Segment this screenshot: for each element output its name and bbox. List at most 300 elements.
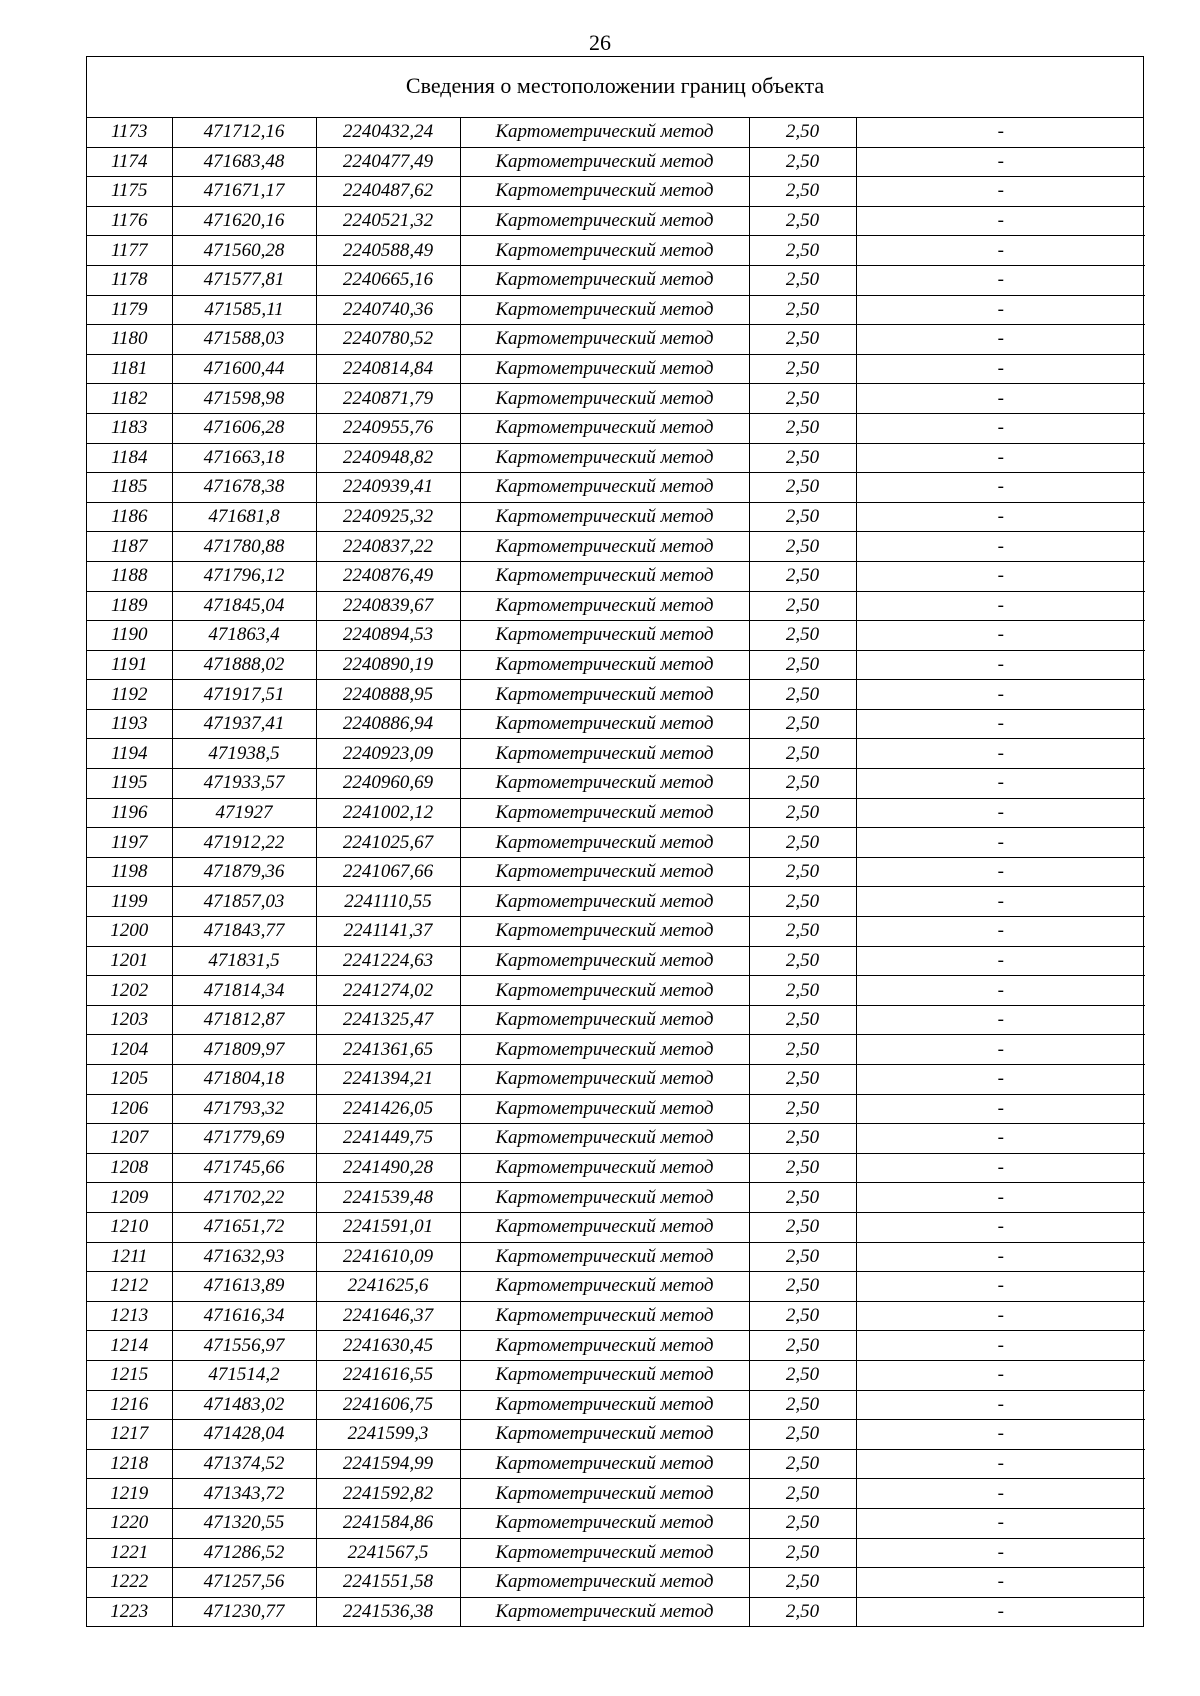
note-cell: - xyxy=(856,177,1145,207)
x-coordinate-cell: 471428,04 xyxy=(172,1420,316,1450)
table-row xyxy=(87,1597,1145,1626)
x-coordinate-cell: 471257,56 xyxy=(172,1568,316,1598)
point-number-cell: 1207 xyxy=(87,1124,172,1154)
accuracy-cell: 2,50 xyxy=(749,473,856,503)
table-row xyxy=(87,1035,1145,1065)
method-cell: Картометрический метод xyxy=(460,413,749,443)
note-cell: - xyxy=(856,265,1145,295)
point-number-cell: 1223 xyxy=(87,1597,172,1626)
x-coordinate-cell: 471814,34 xyxy=(172,976,316,1006)
x-coordinate-cell: 471678,38 xyxy=(172,473,316,503)
table-row xyxy=(87,1479,1145,1509)
note-cell: - xyxy=(856,1153,1145,1183)
table-row xyxy=(87,709,1145,739)
note-cell: - xyxy=(856,680,1145,710)
accuracy-cell: 2,50 xyxy=(749,325,856,355)
accuracy-cell: 2,50 xyxy=(749,709,856,739)
note-cell: - xyxy=(856,1183,1145,1213)
table-row xyxy=(87,236,1145,266)
y-coordinate-cell: 2240890,19 xyxy=(316,650,460,680)
y-coordinate-cell: 2240955,76 xyxy=(316,413,460,443)
accuracy-cell: 2,50 xyxy=(749,177,856,207)
note-cell: - xyxy=(856,502,1145,532)
point-number-cell: 1182 xyxy=(87,384,172,414)
x-coordinate-cell: 471812,87 xyxy=(172,1005,316,1035)
accuracy-cell: 2,50 xyxy=(749,1479,856,1509)
table-row xyxy=(87,502,1145,532)
table-row xyxy=(87,1420,1145,1450)
table-row xyxy=(87,473,1145,503)
method-cell: Картометрический метод xyxy=(460,1390,749,1420)
note-cell: - xyxy=(856,1212,1145,1242)
method-cell: Картометрический метод xyxy=(460,1035,749,1065)
x-coordinate-cell: 471779,69 xyxy=(172,1124,316,1154)
accuracy-cell: 2,50 xyxy=(749,443,856,473)
x-coordinate-cell: 471912,22 xyxy=(172,828,316,858)
table-row xyxy=(87,887,1145,917)
point-number-cell: 1218 xyxy=(87,1449,172,1479)
method-cell: Картометрический метод xyxy=(460,1212,749,1242)
y-coordinate-cell: 2241067,66 xyxy=(316,857,460,887)
accuracy-cell: 2,50 xyxy=(749,1094,856,1124)
note-cell: - xyxy=(856,354,1145,384)
table-row xyxy=(87,177,1145,207)
point-number-cell: 1174 xyxy=(87,147,172,177)
method-cell: Картометрический метод xyxy=(460,532,749,562)
table-row xyxy=(87,769,1145,799)
point-number-cell: 1191 xyxy=(87,650,172,680)
note-cell: - xyxy=(856,828,1145,858)
table-row xyxy=(87,1449,1145,1479)
x-coordinate-cell: 471663,18 xyxy=(172,443,316,473)
point-number-cell: 1217 xyxy=(87,1420,172,1450)
y-coordinate-cell: 2241610,09 xyxy=(316,1242,460,1272)
table-row xyxy=(87,798,1145,828)
method-cell: Картометрический метод xyxy=(460,1065,749,1095)
method-cell: Картометрический метод xyxy=(460,1242,749,1272)
point-number-cell: 1197 xyxy=(87,828,172,858)
x-coordinate-cell: 471600,44 xyxy=(172,354,316,384)
y-coordinate-cell: 2240923,09 xyxy=(316,739,460,769)
table-row xyxy=(87,739,1145,769)
table-row xyxy=(87,325,1145,355)
point-number-cell: 1200 xyxy=(87,917,172,947)
table-row xyxy=(87,828,1145,858)
method-cell: Картометрический метод xyxy=(460,769,749,799)
x-coordinate-cell: 471809,97 xyxy=(172,1035,316,1065)
note-cell: - xyxy=(856,473,1145,503)
y-coordinate-cell: 2241539,48 xyxy=(316,1183,460,1213)
accuracy-cell: 2,50 xyxy=(749,1065,856,1095)
point-number-cell: 1175 xyxy=(87,177,172,207)
point-number-cell: 1212 xyxy=(87,1272,172,1302)
x-coordinate-cell: 471780,88 xyxy=(172,532,316,562)
note-cell: - xyxy=(856,1508,1145,1538)
point-number-cell: 1196 xyxy=(87,798,172,828)
method-cell: Картометрический метод xyxy=(460,1508,749,1538)
accuracy-cell: 2,50 xyxy=(749,236,856,266)
note-cell: - xyxy=(856,325,1145,355)
accuracy-cell: 2,50 xyxy=(749,1597,856,1626)
x-coordinate-cell: 471831,5 xyxy=(172,946,316,976)
point-number-cell: 1192 xyxy=(87,680,172,710)
note-cell: - xyxy=(856,1597,1145,1626)
x-coordinate-cell: 471796,12 xyxy=(172,561,316,591)
table-row xyxy=(87,443,1145,473)
boundary-coordinates-table xyxy=(87,118,1145,1626)
point-number-cell: 1208 xyxy=(87,1153,172,1183)
method-cell: Картометрический метод xyxy=(460,147,749,177)
table-row xyxy=(87,621,1145,651)
accuracy-cell: 2,50 xyxy=(749,532,856,562)
method-cell: Картометрический метод xyxy=(460,739,749,769)
method-cell: Картометрический метод xyxy=(460,1272,749,1302)
table-row xyxy=(87,591,1145,621)
table-row xyxy=(87,1242,1145,1272)
x-coordinate-cell: 471879,36 xyxy=(172,857,316,887)
point-number-cell: 1216 xyxy=(87,1390,172,1420)
note-cell: - xyxy=(856,1035,1145,1065)
method-cell: Картометрический метод xyxy=(460,798,749,828)
accuracy-cell: 2,50 xyxy=(749,621,856,651)
x-coordinate-cell: 471577,81 xyxy=(172,265,316,295)
method-cell: Картометрический метод xyxy=(460,591,749,621)
method-cell: Картометрический метод xyxy=(460,1449,749,1479)
method-cell: Картометрический метод xyxy=(460,206,749,236)
point-number-cell: 1204 xyxy=(87,1035,172,1065)
method-cell: Картометрический метод xyxy=(460,265,749,295)
method-cell: Картометрический метод xyxy=(460,354,749,384)
point-number-cell: 1190 xyxy=(87,621,172,651)
point-number-cell: 1206 xyxy=(87,1094,172,1124)
table-row xyxy=(87,206,1145,236)
method-cell: Картометрический метод xyxy=(460,1538,749,1568)
accuracy-cell: 2,50 xyxy=(749,1183,856,1213)
point-number-cell: 1215 xyxy=(87,1360,172,1390)
x-coordinate-cell: 471343,72 xyxy=(172,1479,316,1509)
point-number-cell: 1195 xyxy=(87,769,172,799)
point-number-cell: 1181 xyxy=(87,354,172,384)
y-coordinate-cell: 2241584,86 xyxy=(316,1508,460,1538)
accuracy-cell: 2,50 xyxy=(749,1242,856,1272)
x-coordinate-cell: 471483,02 xyxy=(172,1390,316,1420)
table-row xyxy=(87,413,1145,443)
method-cell: Картометрический метод xyxy=(460,118,749,147)
table-row xyxy=(87,1005,1145,1035)
accuracy-cell: 2,50 xyxy=(749,1301,856,1331)
note-cell: - xyxy=(856,295,1145,325)
accuracy-cell: 2,50 xyxy=(749,857,856,887)
point-number-cell: 1184 xyxy=(87,443,172,473)
accuracy-cell: 2,50 xyxy=(749,1420,856,1450)
x-coordinate-cell: 471606,28 xyxy=(172,413,316,443)
method-cell: Картометрический метод xyxy=(460,887,749,917)
method-cell: Картометрический метод xyxy=(460,502,749,532)
note-cell: - xyxy=(856,1065,1145,1095)
method-cell: Картометрический метод xyxy=(460,917,749,947)
table-row xyxy=(87,1390,1145,1420)
x-coordinate-cell: 471556,97 xyxy=(172,1331,316,1361)
y-coordinate-cell: 2240948,82 xyxy=(316,443,460,473)
y-coordinate-cell: 2240814,84 xyxy=(316,354,460,384)
x-coordinate-cell: 471585,11 xyxy=(172,295,316,325)
accuracy-cell: 2,50 xyxy=(749,1449,856,1479)
y-coordinate-cell: 2241490,28 xyxy=(316,1153,460,1183)
y-coordinate-cell: 2240888,95 xyxy=(316,680,460,710)
table-row xyxy=(87,917,1145,947)
method-cell: Картометрический метод xyxy=(460,1124,749,1154)
x-coordinate-cell: 471620,16 xyxy=(172,206,316,236)
method-cell: Картометрический метод xyxy=(460,1360,749,1390)
x-coordinate-cell: 471286,52 xyxy=(172,1538,316,1568)
accuracy-cell: 2,50 xyxy=(749,413,856,443)
table-row xyxy=(87,680,1145,710)
x-coordinate-cell: 471560,28 xyxy=(172,236,316,266)
x-coordinate-cell: 471374,52 xyxy=(172,1449,316,1479)
point-number-cell: 1177 xyxy=(87,236,172,266)
table-row xyxy=(87,532,1145,562)
y-coordinate-cell: 2240521,32 xyxy=(316,206,460,236)
accuracy-cell: 2,50 xyxy=(749,354,856,384)
note-cell: - xyxy=(856,857,1145,887)
x-coordinate-cell: 471843,77 xyxy=(172,917,316,947)
x-coordinate-cell: 471857,03 xyxy=(172,887,316,917)
table-row xyxy=(87,857,1145,887)
y-coordinate-cell: 2240477,49 xyxy=(316,147,460,177)
method-cell: Картометрический метод xyxy=(460,236,749,266)
method-cell: Картометрический метод xyxy=(460,1153,749,1183)
y-coordinate-cell: 2241325,47 xyxy=(316,1005,460,1035)
accuracy-cell: 2,50 xyxy=(749,1390,856,1420)
accuracy-cell: 2,50 xyxy=(749,976,856,1006)
method-cell: Картометрический метод xyxy=(460,1183,749,1213)
y-coordinate-cell: 2241536,38 xyxy=(316,1597,460,1626)
note-cell: - xyxy=(856,1272,1145,1302)
table-row xyxy=(87,384,1145,414)
x-coordinate-cell: 471888,02 xyxy=(172,650,316,680)
method-cell: Картометрический метод xyxy=(460,561,749,591)
note-cell: - xyxy=(856,917,1145,947)
point-number-cell: 1193 xyxy=(87,709,172,739)
method-cell: Картометрический метод xyxy=(460,680,749,710)
x-coordinate-cell: 471927 xyxy=(172,798,316,828)
x-coordinate-cell: 471938,5 xyxy=(172,739,316,769)
note-cell: - xyxy=(856,1479,1145,1509)
y-coordinate-cell: 2240487,62 xyxy=(316,177,460,207)
y-coordinate-cell: 2241394,21 xyxy=(316,1065,460,1095)
x-coordinate-cell: 471845,04 xyxy=(172,591,316,621)
x-coordinate-cell: 471933,57 xyxy=(172,769,316,799)
y-coordinate-cell: 2241616,55 xyxy=(316,1360,460,1390)
note-cell: - xyxy=(856,1242,1145,1272)
method-cell: Картометрический метод xyxy=(460,857,749,887)
y-coordinate-cell: 2241426,05 xyxy=(316,1094,460,1124)
x-coordinate-cell: 471514,2 xyxy=(172,1360,316,1390)
y-coordinate-cell: 2240871,79 xyxy=(316,384,460,414)
table-row xyxy=(87,1094,1145,1124)
accuracy-cell: 2,50 xyxy=(749,1035,856,1065)
accuracy-cell: 2,50 xyxy=(749,798,856,828)
note-cell: - xyxy=(856,709,1145,739)
y-coordinate-cell: 2240837,22 xyxy=(316,532,460,562)
table-row xyxy=(87,1065,1145,1095)
method-cell: Картометрический метод xyxy=(460,946,749,976)
y-coordinate-cell: 2240876,49 xyxy=(316,561,460,591)
point-number-cell: 1198 xyxy=(87,857,172,887)
x-coordinate-cell: 471320,55 xyxy=(172,1508,316,1538)
x-coordinate-cell: 471804,18 xyxy=(172,1065,316,1095)
method-cell: Картометрический метод xyxy=(460,828,749,858)
point-number-cell: 1176 xyxy=(87,206,172,236)
point-number-cell: 1178 xyxy=(87,265,172,295)
table-row xyxy=(87,1568,1145,1598)
y-coordinate-cell: 2241599,3 xyxy=(316,1420,460,1450)
method-cell: Картометрический метод xyxy=(460,295,749,325)
y-coordinate-cell: 2241591,01 xyxy=(316,1212,460,1242)
y-coordinate-cell: 2240839,67 xyxy=(316,591,460,621)
y-coordinate-cell: 2240432,24 xyxy=(316,118,460,147)
table-row xyxy=(87,147,1145,177)
accuracy-cell: 2,50 xyxy=(749,887,856,917)
point-number-cell: 1183 xyxy=(87,413,172,443)
note-cell: - xyxy=(856,206,1145,236)
x-coordinate-cell: 471712,16 xyxy=(172,118,316,147)
note-cell: - xyxy=(856,1331,1145,1361)
method-cell: Картометрический метод xyxy=(460,1568,749,1598)
y-coordinate-cell: 2241025,67 xyxy=(316,828,460,858)
method-cell: Картометрический метод xyxy=(460,325,749,355)
point-number-cell: 1222 xyxy=(87,1568,172,1598)
table-row xyxy=(87,946,1145,976)
note-cell: - xyxy=(856,561,1145,591)
point-number-cell: 1185 xyxy=(87,473,172,503)
table-row xyxy=(87,354,1145,384)
y-coordinate-cell: 2241606,75 xyxy=(316,1390,460,1420)
y-coordinate-cell: 2241361,65 xyxy=(316,1035,460,1065)
note-cell: - xyxy=(856,946,1145,976)
accuracy-cell: 2,50 xyxy=(749,946,856,976)
y-coordinate-cell: 2240939,41 xyxy=(316,473,460,503)
point-number-cell: 1199 xyxy=(87,887,172,917)
method-cell: Картометрический метод xyxy=(460,1301,749,1331)
y-coordinate-cell: 2241002,12 xyxy=(316,798,460,828)
accuracy-cell: 2,50 xyxy=(749,769,856,799)
y-coordinate-cell: 2240886,94 xyxy=(316,709,460,739)
method-cell: Картометрический метод xyxy=(460,1479,749,1509)
y-coordinate-cell: 2240925,32 xyxy=(316,502,460,532)
accuracy-cell: 2,50 xyxy=(749,680,856,710)
note-cell: - xyxy=(856,236,1145,266)
note-cell: - xyxy=(856,1449,1145,1479)
table-row xyxy=(87,295,1145,325)
table-row xyxy=(87,1124,1145,1154)
x-coordinate-cell: 471702,22 xyxy=(172,1183,316,1213)
accuracy-cell: 2,50 xyxy=(749,917,856,947)
table-row xyxy=(87,1360,1145,1390)
point-number-cell: 1186 xyxy=(87,502,172,532)
note-cell: - xyxy=(856,1538,1145,1568)
point-number-cell: 1202 xyxy=(87,976,172,1006)
point-number-cell: 1201 xyxy=(87,946,172,976)
note-cell: - xyxy=(856,1301,1145,1331)
y-coordinate-cell: 2241567,5 xyxy=(316,1538,460,1568)
y-coordinate-cell: 2241224,63 xyxy=(316,946,460,976)
accuracy-cell: 2,50 xyxy=(749,1508,856,1538)
x-coordinate-cell: 471632,93 xyxy=(172,1242,316,1272)
method-cell: Картометрический метод xyxy=(460,1420,749,1450)
point-number-cell: 1205 xyxy=(87,1065,172,1095)
point-number-cell: 1210 xyxy=(87,1212,172,1242)
note-cell: - xyxy=(856,769,1145,799)
x-coordinate-cell: 471613,89 xyxy=(172,1272,316,1302)
accuracy-cell: 2,50 xyxy=(749,1331,856,1361)
point-number-cell: 1221 xyxy=(87,1538,172,1568)
y-coordinate-cell: 2241551,58 xyxy=(316,1568,460,1598)
x-coordinate-cell: 471588,03 xyxy=(172,325,316,355)
accuracy-cell: 2,50 xyxy=(749,650,856,680)
method-cell: Картометрический метод xyxy=(460,1005,749,1035)
table-row xyxy=(87,1183,1145,1213)
point-number-cell: 1213 xyxy=(87,1301,172,1331)
y-coordinate-cell: 2240665,16 xyxy=(316,265,460,295)
table-row xyxy=(87,1538,1145,1568)
note-cell: - xyxy=(856,1124,1145,1154)
note-cell: - xyxy=(856,887,1145,917)
accuracy-cell: 2,50 xyxy=(749,118,856,147)
y-coordinate-cell: 2241110,55 xyxy=(316,887,460,917)
accuracy-cell: 2,50 xyxy=(749,1272,856,1302)
note-cell: - xyxy=(856,443,1145,473)
method-cell: Картометрический метод xyxy=(460,443,749,473)
accuracy-cell: 2,50 xyxy=(749,561,856,591)
point-number-cell: 1194 xyxy=(87,739,172,769)
x-coordinate-cell: 471937,41 xyxy=(172,709,316,739)
table-row xyxy=(87,1272,1145,1302)
table-row xyxy=(87,976,1145,1006)
accuracy-cell: 2,50 xyxy=(749,828,856,858)
method-cell: Картометрический метод xyxy=(460,473,749,503)
method-cell: Картометрический метод xyxy=(460,384,749,414)
y-coordinate-cell: 2240740,36 xyxy=(316,295,460,325)
point-number-cell: 1214 xyxy=(87,1331,172,1361)
y-coordinate-cell: 2241646,37 xyxy=(316,1301,460,1331)
table-row xyxy=(87,1331,1145,1361)
point-number-cell: 1180 xyxy=(87,325,172,355)
y-coordinate-cell: 2241449,75 xyxy=(316,1124,460,1154)
note-cell: - xyxy=(856,118,1145,147)
x-coordinate-cell: 471230,77 xyxy=(172,1597,316,1626)
accuracy-cell: 2,50 xyxy=(749,265,856,295)
accuracy-cell: 2,50 xyxy=(749,591,856,621)
note-cell: - xyxy=(856,798,1145,828)
note-cell: - xyxy=(856,413,1145,443)
point-number-cell: 1188 xyxy=(87,561,172,591)
accuracy-cell: 2,50 xyxy=(749,739,856,769)
note-cell: - xyxy=(856,976,1145,1006)
note-cell: - xyxy=(856,650,1145,680)
accuracy-cell: 2,50 xyxy=(749,1360,856,1390)
note-cell: - xyxy=(856,1568,1145,1598)
x-coordinate-cell: 471681,8 xyxy=(172,502,316,532)
point-number-cell: 1179 xyxy=(87,295,172,325)
note-cell: - xyxy=(856,532,1145,562)
accuracy-cell: 2,50 xyxy=(749,1212,856,1242)
x-coordinate-cell: 471651,72 xyxy=(172,1212,316,1242)
boundary-table-frame xyxy=(86,56,1144,1627)
x-coordinate-cell: 471917,51 xyxy=(172,680,316,710)
x-coordinate-cell: 471745,66 xyxy=(172,1153,316,1183)
point-number-cell: 1203 xyxy=(87,1005,172,1035)
